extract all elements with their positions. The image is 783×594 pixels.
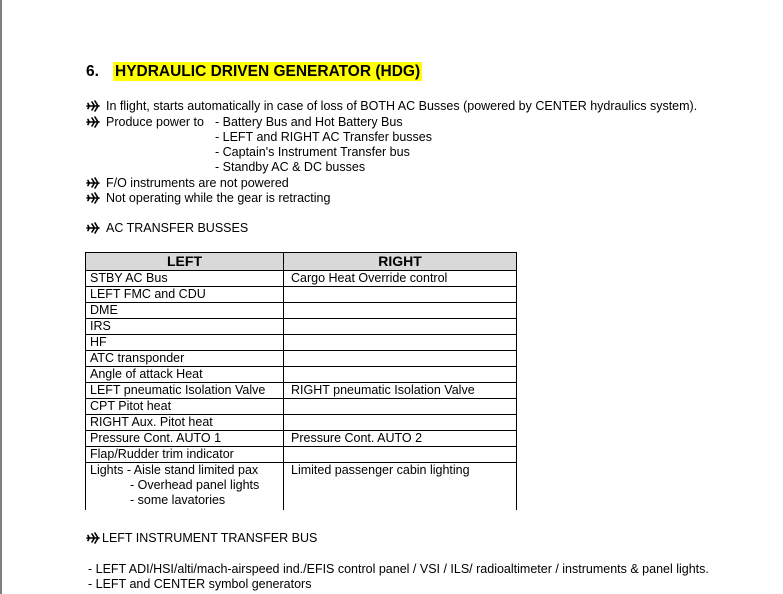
left-cell: CPT Pitot heat [86, 399, 284, 415]
left-cell: IRS [86, 319, 284, 335]
table-row [86, 351, 517, 367]
table-row [86, 399, 517, 415]
table-row-lights [86, 463, 517, 511]
bullet-text-auto-start: In flight, starts automatically in case of loss of BOTH AC Busses (powered by CENTER hydraulics system). [106, 99, 698, 113]
table-row [86, 415, 517, 431]
airplane-bullet-icon [86, 177, 100, 189]
section-heading [86, 63, 422, 81]
table-row [86, 383, 517, 399]
table-row [86, 335, 517, 351]
airplane-bullet-icon [86, 222, 100, 234]
power-list-item: - Standby AC & DC busses [215, 160, 366, 174]
airplane-bullet-icon [86, 116, 100, 128]
right-cell: Pressure Cont. AUTO 2 [284, 431, 517, 447]
instrument-bus-title: LEFT INSTRUMENT TRANSFER BUS [102, 531, 318, 545]
right-cell [284, 335, 517, 351]
column-header-left: LEFT [86, 253, 284, 271]
table-row [86, 287, 517, 303]
right-cell-lights: Limited passenger cabin lighting [284, 463, 517, 511]
table-row [86, 319, 517, 335]
right-cell: Cargo Heat Override control [284, 271, 517, 287]
section-number: 6. [86, 63, 99, 80]
table-row [86, 271, 517, 287]
column-header-right: RIGHT [284, 253, 517, 271]
table-row [86, 303, 517, 319]
left-cell: Angle of attack Heat [86, 367, 284, 383]
instrument-bus-item: - LEFT ADI/HSI/alti/mach-airspeed ind./EFIS control panel / VSI / ILS/ radioaltimeter / instruments & panel lights. [88, 562, 709, 576]
left-cell: DME [86, 303, 284, 319]
airplane-bullet-icon [86, 100, 100, 112]
power-list-item: - Captain's Instrument Transfer bus [215, 145, 410, 159]
bullet-text-gear-retracting: Not operating while the gear is retracting [106, 191, 331, 205]
right-cell [284, 415, 517, 431]
lights-line: - Overhead panel lights [130, 478, 260, 492]
ac-transfer-busses-table [85, 252, 517, 510]
lights-line: Lights - Aisle stand limited pax [90, 463, 259, 477]
right-cell [284, 287, 517, 303]
bullet-text-produce-power: Produce power to [106, 115, 204, 129]
left-cell: LEFT FMC and CDU [86, 287, 284, 303]
section-title: HYDRAULIC DRIVEN GENERATOR (HDG) [115, 63, 421, 80]
right-cell [284, 303, 517, 319]
table-row [86, 447, 517, 463]
right-cell [284, 367, 517, 383]
right-cell: RIGHT pneumatic Isolation Valve [284, 383, 517, 399]
right-cell [284, 447, 517, 463]
right-cell [284, 399, 517, 415]
left-cell: RIGHT Aux. Pitot heat [86, 415, 284, 431]
table-row [86, 367, 517, 383]
left-cell: STBY AC Bus [86, 271, 284, 287]
table-row [86, 431, 517, 447]
left-cell: Pressure Cont. AUTO 1 [86, 431, 284, 447]
table-header-row [86, 253, 517, 271]
lights-line: - some lavatories [130, 493, 226, 507]
left-cell: HF [86, 335, 284, 351]
left-cell: Flap/Rudder trim indicator [86, 447, 284, 463]
airplane-bullet-icon [86, 192, 100, 204]
right-cell [284, 319, 517, 335]
right-cell [284, 351, 517, 367]
left-cell: ATC transponder [86, 351, 284, 367]
power-list-item: - Battery Bus and Hot Battery Bus [215, 115, 403, 129]
instrument-bus-item: - LEFT and CENTER symbol generators [88, 577, 312, 591]
page-left-edge [0, 0, 2, 594]
left-cell-lights [86, 463, 284, 511]
bullet-text-fo-instruments: F/O instruments are not powered [106, 176, 289, 190]
power-list-item: - LEFT and RIGHT AC Transfer busses [215, 130, 432, 144]
bullet-text-ac-transfer-busses: AC TRANSFER BUSSES [106, 221, 249, 235]
airplane-bullet-icon [86, 532, 100, 544]
left-cell: LEFT pneumatic Isolation Valve [86, 383, 284, 399]
